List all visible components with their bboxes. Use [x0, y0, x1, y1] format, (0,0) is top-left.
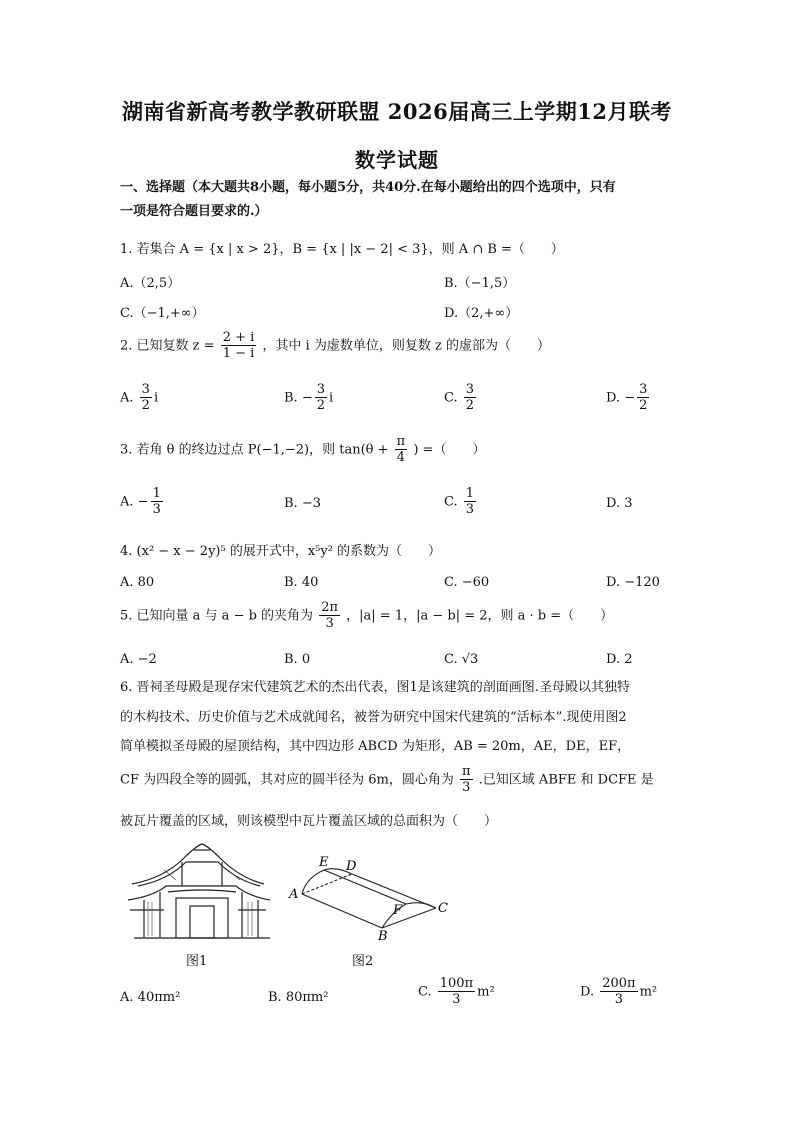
question-6-option-a: A. 40πm² — [120, 990, 181, 1005]
question-3-option-a: A. − $\frac{1}{3}$ — [120, 486, 161, 517]
section-heading — [120, 176, 680, 224]
question-2-option-a: A. $\frac{3}{2}$ i — [120, 382, 159, 413]
question-6-line1: 6. 晋祠圣母殿是现存宋代建筑艺术的杰出代表，图1是该建筑的剖面画图.圣母殿以其独特 — [120, 680, 630, 695]
question-5-option-d: D. 2 — [606, 652, 633, 667]
question-3-option-b: B. −3 — [284, 496, 321, 511]
question-6-line2: 的木构技术、历史价值与艺术成就闻名，被誉为研究中国宋代建筑的“活标本”.现使用图2 — [120, 710, 627, 725]
figure-2-label-d: D — [346, 859, 357, 874]
question-1-stem: 1. 若集合 A = {x | x > 2}，B = {x | |x − 2| < 3}，则 A ∩ B =（ ） — [120, 242, 564, 257]
question-6-option-c: C. $\frac{100\pi}{3}$ m² — [418, 976, 495, 1007]
question-5-stem: 5. 已知向量 a 与 a − b 的夹角为 $\frac{2\pi}{3}$ ，|a| = 1，|a − b| = 2，则 a · b =（ ） — [120, 600, 614, 631]
question-6-line4: CF 为四段全等的圆弧，其对应的圆半径为 6m，圆心角为 $\frac{\pi}{3}$ .已知区域 ABFE 和 DCFE 是 — [120, 764, 654, 795]
question-6-option-d: D. $\frac{200\pi}{3}$ m² — [580, 976, 658, 1007]
figure-2-roof-diagram — [286, 852, 456, 944]
question-4-option-c: C. −60 — [444, 575, 490, 590]
figure-1-caption: 图1 — [186, 954, 208, 969]
figure-2-caption: 图2 — [352, 954, 374, 969]
figure-2-label-b: B — [378, 929, 388, 944]
question-1-option-a: A.（2,5） — [120, 276, 181, 291]
question-4-option-d: D. −120 — [606, 575, 660, 590]
section-heading-line2: 一项是符合题目要求的.） — [120, 204, 268, 219]
question-2-stem: 2. 已知复数 z = $\frac{2 + i}{1 - i}$ ，其中 i 为虚数单位，则复数 z 的虚部为（ ） — [120, 330, 550, 361]
question-5-option-c: C. √3 — [444, 652, 479, 667]
question-4-stem: 4. (x² − x − 2y)⁵ 的展开式中，x⁵y² 的系数为（ ） — [120, 544, 442, 559]
question-6-line3: 简单模拟圣母殿的屋顶结构，其中四边形 ABCD 为矩形，AB = 20m，AE，DE，EF， — [120, 739, 631, 754]
question-5-option-b: B. 0 — [284, 652, 311, 667]
question-3-stem: 3. 若角 θ 的终边过点 P(−1,−2)，则 tan(θ + $\frac{\pi}{4}$ ) =（ ） — [120, 434, 486, 465]
question-2-fraction: $\frac{2 + i}{1 - i}$ — [222, 330, 255, 361]
figure-2-label-e: E — [319, 855, 329, 870]
figure-2-label-c: C — [438, 901, 448, 916]
figure-2-label-a: A — [289, 887, 299, 902]
question-1-option-c: C.（−1,+∞） — [120, 306, 205, 321]
figure-1-temple-drawing — [124, 840, 270, 944]
question-5-option-a: A. −2 — [120, 652, 157, 667]
question-6-option-b: B. 80πm² — [268, 990, 329, 1005]
question-2-option-c: C. $\frac{3}{2}$ — [444, 382, 475, 413]
question-4-option-b: B. 40 — [284, 575, 319, 590]
question-3-option-d: D. 3 — [606, 496, 633, 511]
question-6-line5: 被瓦片覆盖的区域，则该模型中瓦片覆盖区域的总面积为（ ） — [120, 814, 498, 829]
question-1-option-b: B.（−1,5） — [444, 276, 516, 291]
question-2-option-b: B. − $\frac{3}{2}$ i — [284, 382, 334, 413]
figure-2-label-f: F — [393, 903, 403, 918]
question-2-option-d: D. − $\frac{3}{2}$ — [606, 382, 648, 413]
section-heading-line1: 一、选择题（本大题共8小题，每小题5分，共40分.在每小题给出的四个选项中，只有 — [120, 180, 616, 195]
question-1-option-d: D.（2,+∞） — [444, 306, 519, 321]
question-4-option-a: A. 80 — [120, 575, 155, 590]
exam-subtitle: 数学试题 — [355, 148, 439, 172]
question-3-option-c: C. $\frac{1}{3}$ — [444, 486, 475, 517]
exam-title: 湖南省新高考教学教研联盟 2026届高三上学期12月联考 — [122, 99, 672, 124]
